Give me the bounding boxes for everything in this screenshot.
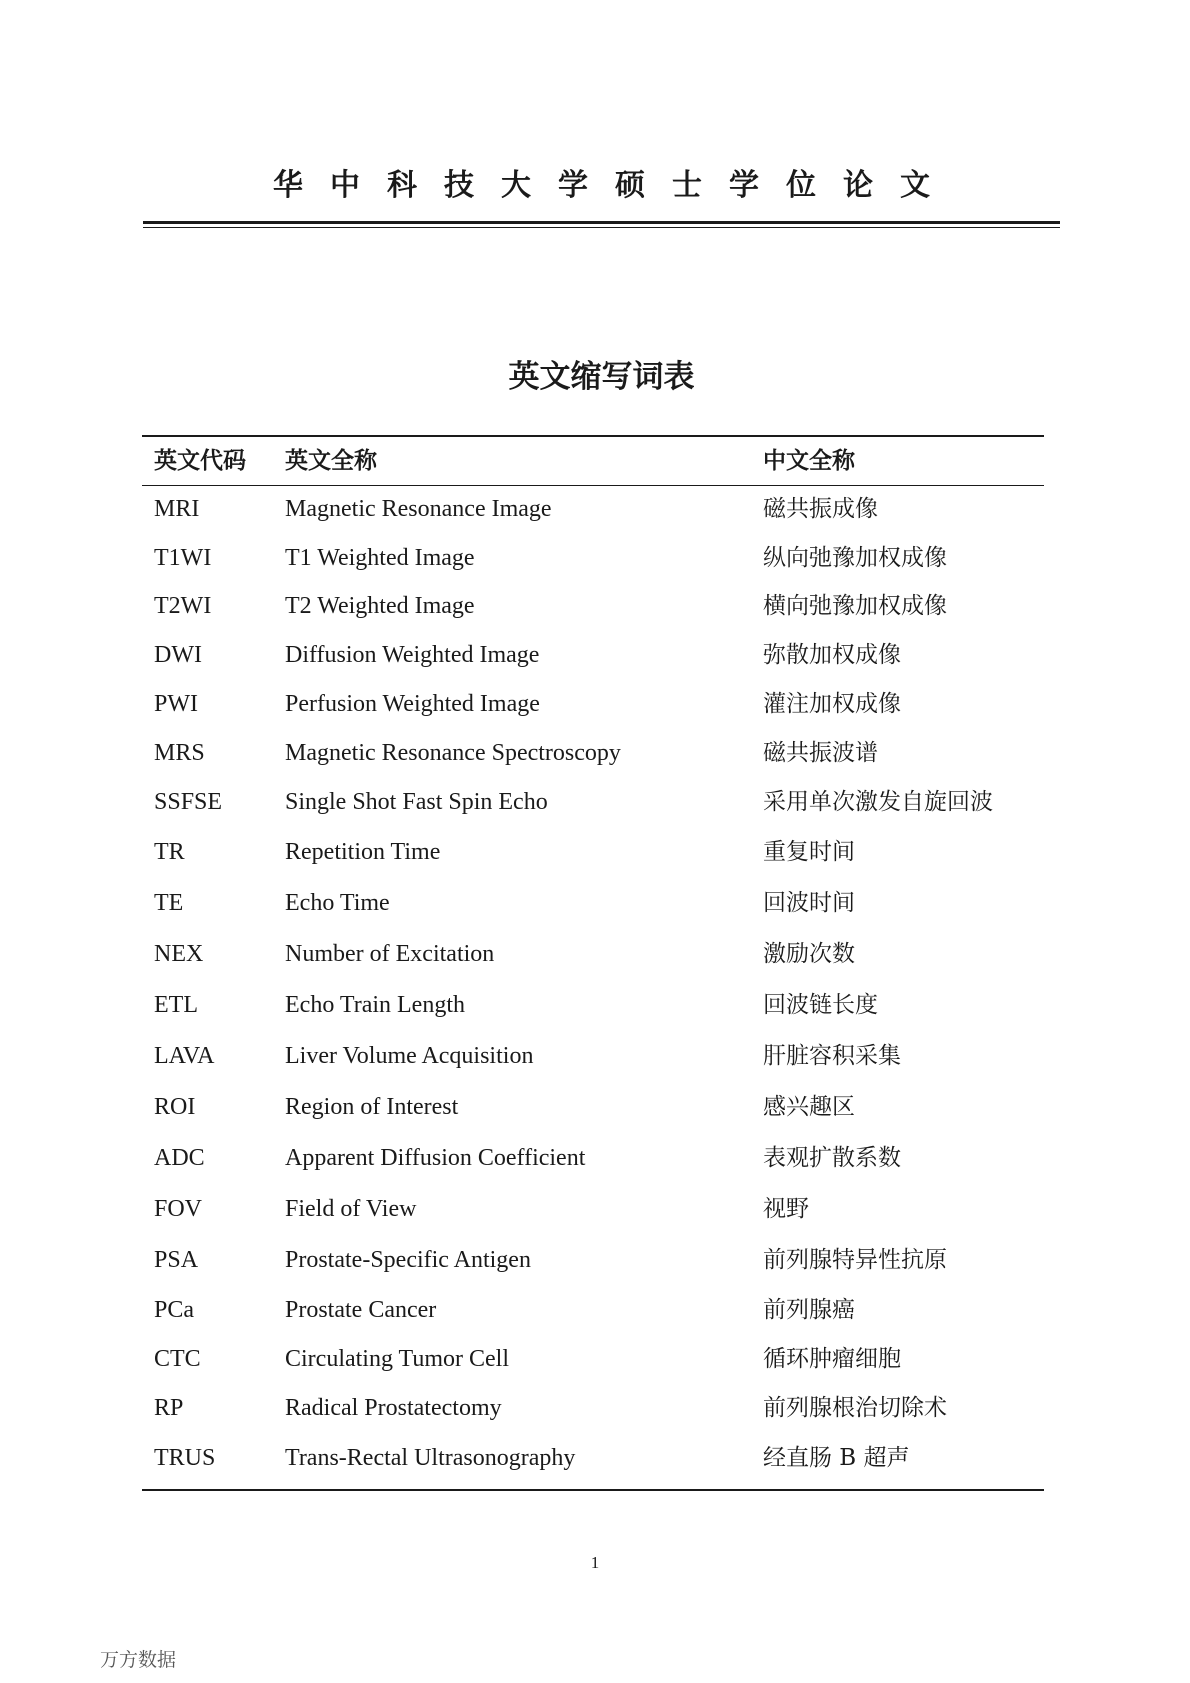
table-row [0, 1293, 1190, 1327]
table-row [0, 589, 1190, 623]
cell-english-full: Number of Excitation [285, 941, 495, 967]
cell-chinese-full: 循环肿瘤细胞 [763, 1346, 901, 1372]
cell-english-full: Trans-Rectal Ultrasonography [285, 1445, 576, 1471]
table-header-rule [142, 485, 1044, 486]
cell-english-full: Apparent Diffusion Coefficient [285, 1145, 586, 1171]
cell-chinese-full: 前列腺根治切除术 [763, 1395, 947, 1421]
cell-english-full: Region of Interest [285, 1094, 459, 1120]
table-row [0, 736, 1190, 770]
cell-chinese-full: 磁共振波谱 [763, 740, 878, 766]
cell-abbr: PWI [154, 691, 198, 717]
cell-chinese-full: 回波链长度 [763, 992, 878, 1018]
cell-english-full: Circulating Tumor Cell [285, 1346, 510, 1372]
cell-abbr: PCa [154, 1297, 195, 1323]
table-row [0, 638, 1190, 672]
table-row [0, 1141, 1190, 1175]
cell-abbr: CTC [154, 1346, 201, 1372]
cell-english-full: Repetition Time [285, 839, 441, 865]
cell-abbr: DWI [154, 642, 202, 668]
cell-abbr: RP [154, 1395, 184, 1421]
cell-chinese-full: 表观扩散系数 [763, 1145, 901, 1171]
cell-english-full: Echo Train Length [285, 992, 465, 1018]
cell-abbr: SSFSE [154, 789, 223, 815]
cell-abbr: PSA [154, 1247, 199, 1273]
cell-english-full: Prostate-Specific Antigen [285, 1247, 531, 1273]
cell-chinese-full: 前列腺特异性抗原 [763, 1247, 947, 1273]
cell-abbr: T1WI [154, 545, 212, 571]
table-row [0, 1192, 1190, 1226]
cell-chinese-full: 纵向弛豫加权成像 [763, 545, 947, 571]
cell-abbr: LAVA [154, 1043, 215, 1069]
table-row [0, 1391, 1190, 1425]
cell-english-full: Prostate Cancer [285, 1297, 437, 1323]
table-row [0, 492, 1190, 526]
cell-english-full: Diffusion Weighted Image [285, 642, 540, 668]
table-row [0, 1090, 1190, 1124]
cell-chinese-full: 重复时间 [763, 839, 855, 865]
cell-english-full: Magnetic Resonance Image [285, 496, 552, 522]
cell-chinese-full: 采用单次激发自旋回波 [763, 789, 993, 815]
cell-chinese-full: 视野 [763, 1196, 809, 1222]
table-row [0, 835, 1190, 869]
header-rule-thick [143, 221, 1060, 224]
table-top-rule [142, 435, 1044, 437]
cell-english-full: T2 Weighted Image [285, 593, 475, 619]
cell-chinese-full: 灌注加权成像 [763, 691, 901, 717]
cell-chinese-full: 感兴趣区 [763, 1094, 855, 1120]
cell-abbr: ROI [154, 1094, 196, 1120]
cell-english-full: Radical Prostatectomy [285, 1395, 502, 1421]
cell-chinese-full: 肝脏容积采集 [763, 1043, 901, 1069]
page-number: 1 [590, 1553, 600, 1572]
table-bottom-rule [142, 1489, 1044, 1491]
table-row [0, 785, 1190, 819]
cell-english-full: Perfusion Weighted Image [285, 691, 540, 717]
cell-abbr: TR [154, 839, 185, 865]
table-row [0, 1342, 1190, 1376]
column-header-chinese-full: 中文全称 [763, 448, 855, 474]
header-rule-thin [143, 227, 1060, 228]
cell-chinese-full: 横向弛豫加权成像 [763, 593, 947, 619]
table-header-row [0, 444, 1190, 478]
table-row [0, 1441, 1190, 1475]
cell-abbr: ADC [154, 1145, 205, 1171]
cell-abbr: TRUS [154, 1445, 216, 1471]
table-row [0, 1243, 1190, 1277]
table-row [0, 988, 1190, 1022]
cell-chinese-full: 激励次数 [763, 941, 855, 967]
page-title: 英文缩写词表 [508, 359, 695, 395]
cell-english-full: Liver Volume Acquisition [285, 1043, 534, 1069]
table-row [0, 541, 1190, 575]
cell-chinese-full: 经直肠 B 超声 [763, 1445, 910, 1471]
cell-english-full: Single Shot Fast Spin Echo [285, 789, 548, 815]
table-row [0, 1039, 1190, 1073]
cell-english-full: Magnetic Resonance Spectroscopy [285, 740, 621, 766]
cell-abbr: MRI [154, 496, 200, 522]
cell-abbr: ETL [154, 992, 198, 1018]
cell-abbr: FOV [154, 1196, 203, 1222]
cell-chinese-full: 弥散加权成像 [763, 642, 901, 668]
column-header-english-full: 英文全称 [285, 448, 377, 474]
cell-abbr: TE [154, 890, 184, 916]
table-row [0, 687, 1190, 721]
cell-abbr: T2WI [154, 593, 212, 619]
table-row [0, 937, 1190, 971]
table-row [0, 886, 1190, 920]
cell-chinese-full: 前列腺癌 [763, 1297, 855, 1323]
cell-chinese-full: 磁共振成像 [763, 496, 878, 522]
cell-english-full: T1 Weighted Image [285, 545, 475, 571]
cell-english-full: Field of View [285, 1196, 417, 1222]
column-header-abbr: 英文代码 [154, 448, 246, 474]
running-header-title: 华中科技大学硕士学位论文 [273, 168, 957, 203]
cell-chinese-full: 回波时间 [763, 890, 855, 916]
watermark: 万方数据 [100, 1649, 177, 1671]
cell-abbr: MRS [154, 740, 205, 766]
cell-english-full: Echo Time [285, 890, 390, 916]
cell-abbr: NEX [154, 941, 204, 967]
